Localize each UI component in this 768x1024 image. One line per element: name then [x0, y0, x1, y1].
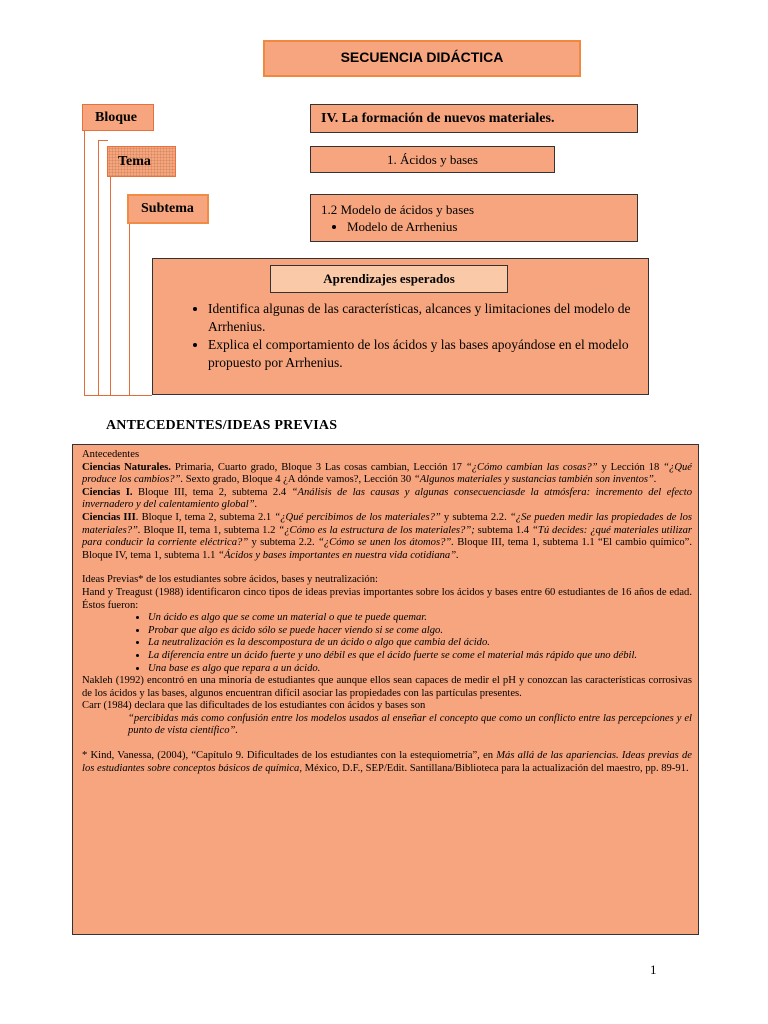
- lesson-title: “Análisis de las causas y algunas consecuenciasde la atmósfera: incremento del efecto invernadero y del calentamiento global”.: [82, 486, 692, 511]
- text-run: Primaria, Cuarto grado, Bloque 3 Las cosas cambian, Lección 17: [170, 461, 466, 473]
- section-heading: ANTECEDENTES/IDEAS PREVIAS: [106, 418, 338, 433]
- tema-value: 1. Ácidos y bases: [310, 146, 555, 173]
- carr-quote: “percibidas más como confusión entre los modelos usados al enseñar el concepto que como un conflicto entre las percepciones y el punto de vista científico”.: [128, 712, 692, 737]
- ideas-previas-heading: Ideas Previas* de los estudiantes sobre ácidos, bases y neutralización:: [82, 574, 378, 586]
- hand-treagust-paragraph: Hand y Treagust (1988) identificaron cinco tipos de ideas previas importantes sobre los ácidos y bases entre 60 estudiantes de 16 años de edad. Éstos fueron:: [82, 586, 692, 611]
- text-run: . Bloque I, tema 2, subtema 2.1: [135, 511, 275, 523]
- lesson-title: “Tú decides: ¿qué materiales utilizar para conducir la corriente eléctrica?”: [82, 524, 692, 549]
- nakhleh-paragraph: Nakleh (1992) encontró en una minoría de estudiantes que aunque ellos sean capaces de medir el pH y conozcan las características corrosivas de los ácidos y las bases, algunos encuentran difícil asociar las propiedades con las partículas presentes.: [82, 675, 692, 699]
- idea-item: • Un ácido es algo que se come un material o que te puede quemar.: [148, 612, 692, 625]
- text-run: México, D.F., SEP/Edit. Santillana/Biblioteca para la actualización del maestro, pp. 89-91.: [302, 762, 689, 774]
- lesson-title: “Algunos materiales y sustancias también son inventos”.: [413, 474, 657, 486]
- lesson-title: “¿Cómo cambian las cosas?”: [465, 461, 598, 473]
- aprendizajes-title: Aprendizajes esperados: [270, 265, 508, 293]
- bloque-label: Bloque: [82, 104, 154, 131]
- text-run: Sexto grado, Bloque 4 ¿A dónde vamos?, Lección 30: [183, 474, 414, 486]
- text-run: subtema 1.4: [474, 524, 533, 536]
- spacer: [82, 738, 692, 750]
- aprendizaje-item: • Identifica algunas de las características, alcances y limitaciones del modelo de Arrhenius.: [208, 300, 635, 336]
- reference-footnote: [82, 750, 692, 775]
- text-run: * Kind, Vanessa, (2004), “Capítulo 9. Dificultades de los estudiantes con la estequiometría”, en: [82, 750, 497, 762]
- text-run: y Lección 18: [597, 461, 664, 473]
- ciencias-3-paragraph: [82, 512, 692, 562]
- page-number: 1: [650, 962, 657, 977]
- lesson-title: “¿Cómo se unen los átomos?”.: [317, 537, 454, 549]
- connector-line: [129, 224, 130, 396]
- bloque-value: IV. La formación de nuevos materiales.: [310, 104, 638, 133]
- book-title: Más allá de las apariencias. Ideas previas de los estudiantes sobre conceptos básicos de química,: [82, 750, 692, 774]
- connector-line: [84, 395, 152, 396]
- spacer: [82, 562, 692, 574]
- subtema-list: [321, 218, 637, 235]
- lesson-title: “¿Qué produce los cambios?”.: [82, 461, 692, 486]
- lesson-title: “Ácidos y bases importantes en nuestra vida cotidiana”.: [218, 549, 459, 561]
- text-run: y subtema 2.2.: [440, 511, 510, 523]
- subtema-bullet: • Modelo de Arrhenius: [347, 218, 637, 235]
- text-run: Bloque II, tema 1, subtema 1.2: [140, 524, 279, 536]
- connector-line: [84, 131, 85, 396]
- aprendizaje-item: • Explica el comportamiento de los ácidos y las bases apoyándose en el modelo propuesto por Arrhenius.: [208, 336, 635, 372]
- page-title: SECUENCIA DIDÁCTICA: [263, 40, 581, 77]
- ideas-list: [82, 612, 692, 675]
- carr-paragraph: Carr (1984) declara que las dificultades de los estudiantes con ácidos y bases son: [82, 700, 426, 712]
- antecedentes-heading: Antecedentes: [82, 449, 140, 460]
- connector-line: [98, 140, 99, 396]
- tema-label: Tema: [107, 146, 176, 177]
- antecedentes-box: [72, 444, 699, 935]
- lesson-title: “¿Se pueden medir las propiedades de los materiales?”.: [82, 511, 692, 536]
- text-run: Bloque III, tema 1, subtema 1.1 “El cambio químico”. Bloque IV, tema 1, subtema 1.1: [82, 537, 692, 561]
- idea-item: • Una base es algo que repara a un ácido.: [148, 663, 692, 676]
- subtema-value-box: [310, 194, 638, 242]
- ciencias-naturales-label: Ciencias Naturales.: [82, 461, 171, 473]
- idea-item: • La neutralización es la descompostura de un ácido o algo que cambia del ácido.: [148, 637, 692, 650]
- lesson-title: “¿Qué percibimos de los materiales?”: [274, 511, 441, 523]
- connector-line: [110, 177, 111, 396]
- aprendizajes-list: [180, 300, 635, 372]
- connector-line: [98, 140, 108, 141]
- ciencias-1-paragraph: [82, 487, 692, 512]
- ciencias-3-label: Ciencias III: [82, 511, 136, 523]
- lesson-title: “¿Cómo es la estructura de los materiales?”;: [278, 524, 475, 536]
- ciencias-naturales-paragraph: [82, 462, 692, 487]
- idea-item: • Probar que algo es ácido sólo se puede hacer viendo si se come algo.: [148, 625, 692, 638]
- text-run: Bloque III, tema 2, subtema 2.4: [132, 486, 292, 498]
- idea-item: • La diferencia entre un ácido fuerte y uno débil es que el ácido fuerte se come el material más rápido que uno débil.: [148, 650, 692, 663]
- subtema-label: Subtema: [127, 194, 209, 224]
- ciencias-1-label: Ciencias I.: [82, 486, 133, 498]
- subtema-value: 1.2 Modelo de ácidos y bases: [321, 202, 475, 217]
- text-run: y subtema 2.2.: [248, 537, 318, 549]
